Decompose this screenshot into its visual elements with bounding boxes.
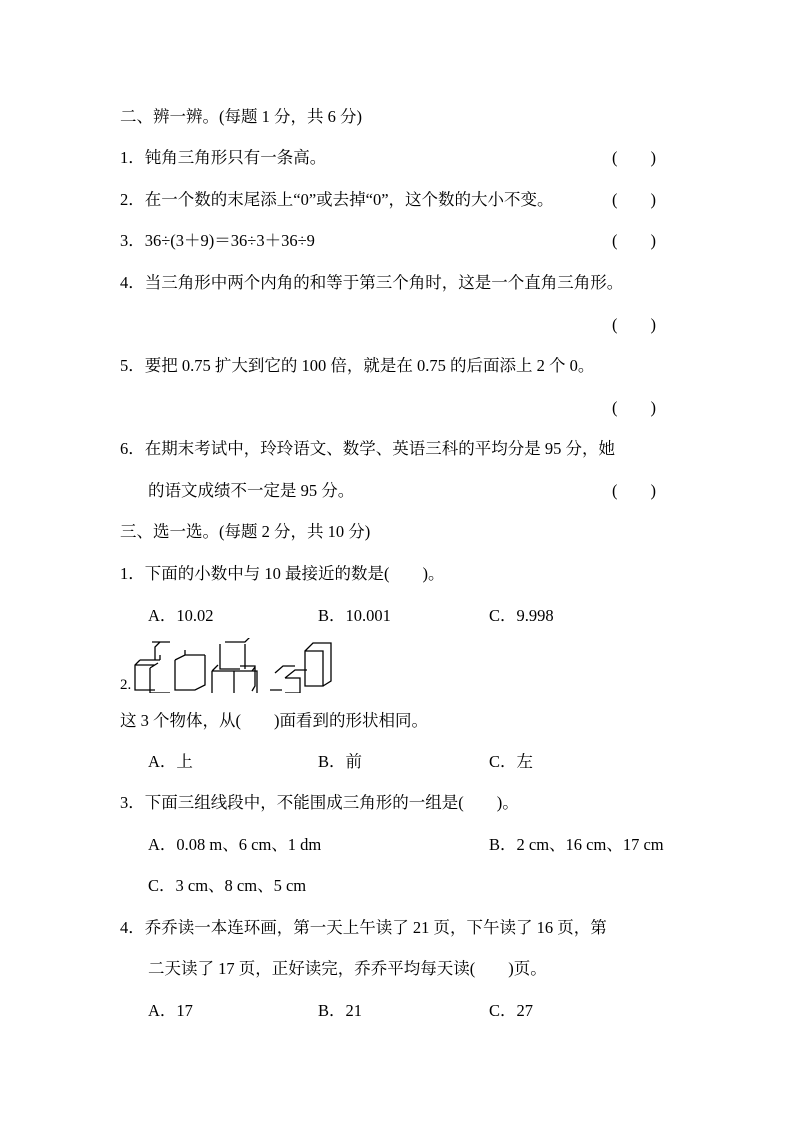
- judge-item-3: 3．36÷(3＋9)＝36÷3＋36÷9: [120, 231, 315, 250]
- q3-option-b: B．2 cm、16 cm、17 cm: [489, 835, 664, 854]
- q1-option-c: C．9.998: [489, 606, 554, 625]
- judge-item-5: 5．要把 0.75 扩大到它的 100 倍，就是在 0.75 的后面添上 2 个 0。: [120, 356, 595, 375]
- answer-paren: ( ): [612, 231, 656, 250]
- choice-q3: 3．下面三组线段中，不能围成三角形的一组是( )。: [120, 793, 519, 812]
- answer-paren: ( ): [612, 315, 656, 334]
- cube-figures: [130, 638, 340, 693]
- q1-option-a: A．10.02: [148, 606, 214, 625]
- q2-option-c: C．左: [489, 752, 534, 771]
- section2-title: 二、辨一辨。(每题 1 分，共 6 分): [120, 107, 362, 126]
- q3-option-c: C．3 cm、8 cm、5 cm: [148, 876, 307, 895]
- section3-title: 三、选一选。(每题 2 分，共 10 分): [120, 522, 371, 541]
- choice-q2-number: 2.: [120, 677, 132, 693]
- q2-option-a: A．上: [148, 752, 193, 771]
- choice-q4-cont: 二天读了 17 页，正好读完，乔乔平均每天读( )页。: [148, 959, 547, 978]
- answer-paren: ( ): [612, 481, 656, 500]
- choice-q2: 这 3 个物体，从( )面看到的形状相同。: [120, 711, 428, 730]
- q1-option-b: B．10.001: [318, 606, 391, 625]
- judge-item-2: 2．在一个数的末尾添上“0”或去掉“0”，这个数的大小不变。: [120, 190, 554, 209]
- q4-option-a: A．17: [148, 1001, 193, 1020]
- choice-q4: 4．乔乔读一本连环画，第一天上午读了 21 页，下午读了 16 页，第: [120, 918, 607, 937]
- answer-paren: ( ): [612, 398, 656, 417]
- judge-item-6-cont: 的语文成绩不一定是 95 分。: [148, 481, 355, 500]
- judge-item-6: 6．在期末考试中，玲玲语文、数学、英语三科的平均分是 95 分，她: [120, 439, 615, 458]
- q4-option-b: B．21: [318, 1001, 363, 1020]
- answer-paren: ( ): [612, 148, 656, 167]
- answer-paren: ( ): [612, 190, 656, 209]
- q2-option-b: B．前: [318, 752, 363, 771]
- q3-option-a: A．0.08 m、6 cm、1 dm: [148, 835, 322, 854]
- judge-item-4: 4．当三角形中两个内角的和等于第三个角时，这是一个直角三角形。: [120, 273, 624, 292]
- choice-q1: 1．下面的小数中与 10 最接近的数是( )。: [120, 564, 445, 583]
- q4-option-c: C．27: [489, 1001, 534, 1020]
- judge-item-1: 1．钝角三角形只有一条高。: [120, 148, 327, 167]
